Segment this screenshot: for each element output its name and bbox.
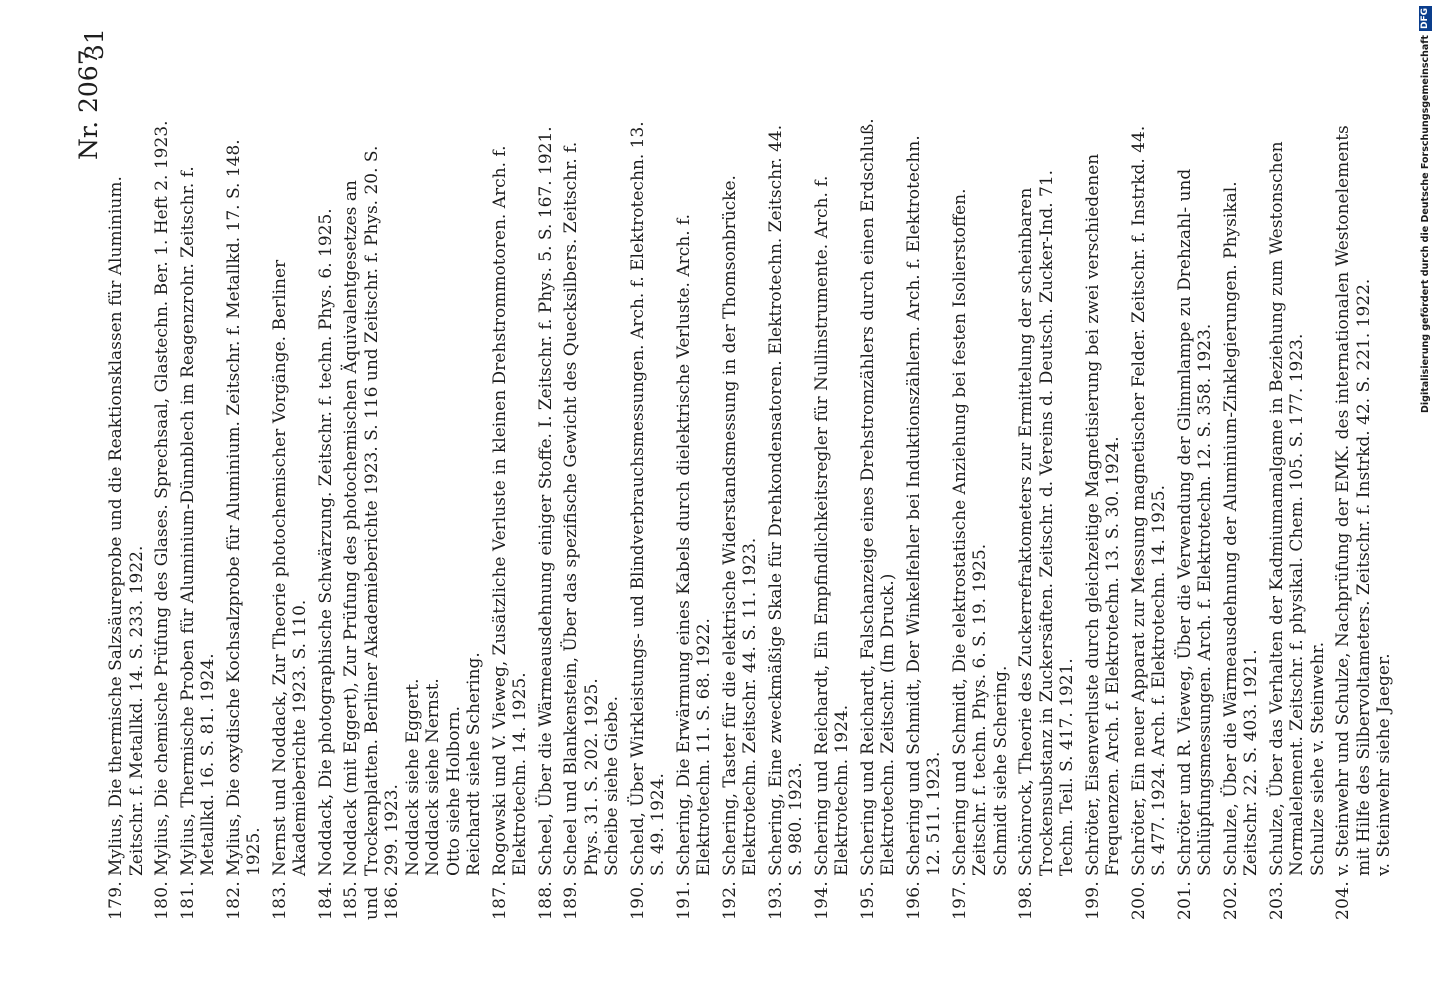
entry-text: Reichardt siehe Schering. (464, 652, 484, 876)
bibliography-entry (1016, 110, 1078, 920)
bibliography-entry (490, 110, 531, 920)
bibliography-entry (1221, 110, 1262, 920)
entry-text: Schröter, Eisenverluste durch gleichzeitige Magnetisierung bei zwei verschiedenen Frequenzen. Arch. f. Elektrotechn. 13. S. 30. 1924. (1082, 153, 1123, 876)
bibliography-entry (1175, 110, 1216, 920)
entry-text: Otto siehe Holborn. (443, 706, 464, 876)
entry-number: 197. (949, 880, 970, 920)
entry-number: 182. (223, 880, 244, 920)
entry-text: v. Steinwehr und Schulze, Nachprüfung der EMK. des internationalen Westonelements mit Hilfe des Silbervoltameters. Zeitschr. f. Instrkd. 42. S. 221. 1922. (1333, 125, 1374, 876)
entry-text: Noddack (mit Eggert), Zur Prüfung des photochemischen Äquivalentgesetzes an Trockenplatten. Berliner Akademieberichte 1923. S. 116 und Zeitschr. f. Phys. 20. S. 299. 1923. (341, 145, 402, 876)
entry-text: Schulze, Über das Verhalten der Kadmiumamalgame in Beziehung zum Westonschen Normalelement. Zeitschr. f. physikal. Chem. 105. S. 177. 1923. (1266, 141, 1307, 876)
entry-number: 198. (1016, 880, 1036, 920)
bibliography-entry (1129, 110, 1170, 920)
dfg-watermark (1416, 6, 1434, 413)
entry-text: Schering und Reichardt, Ein Empfindlichkeitsregler für Nullinstrumente. Arch. f. Elektrotechn. 1924. (811, 175, 852, 876)
entry-text: Schering, Eine zweckmäßige Skale für Drehkondensatoren. Elektrotechn. Zeitschr. 44. S. 980. 1923. (765, 124, 806, 876)
entry-text: Schering und Reichardt, Falschanzeige eines Drehstromzählers durch einen Erdschluß. Elektrotechn. Zeitschr. (Im Druck.) (857, 118, 898, 876)
entry-text: Mylius, Thermische Proben für Aluminium-Dünnblech im Reagenzrohr. Zeitschr. f. Metallkd. 16. S. 81. 1924. (177, 166, 218, 876)
bibliography-entry (1333, 110, 1374, 920)
bibliography-entry (674, 110, 715, 920)
bibliography-entry (270, 110, 311, 920)
bibliography-entry (1083, 110, 1124, 920)
entry-text: Schering, Die Erwärmung eines Kabels durch dielektrische Verluste. Arch. f. Elektrotechn. 11. S. 68. 1922. (673, 213, 714, 876)
entry-text: Scheel und Blankenstein, Über das spezifische Gewicht des Quecksilbers. Zeitschr. f. Phys. 31. S. 202. 1925. (561, 141, 602, 876)
entry-number: 184. (315, 880, 336, 920)
entry-text: Mylius, Die thermische Salzsäureprobe und die Reaktionsklassen für Aluminium. Zeitschr. f. Metallkd. 14. S. 233. 1922. (106, 176, 147, 876)
bibliography-entry (720, 110, 761, 920)
bibliography-entry (1374, 110, 1395, 920)
entry-text: Nernst und Noddack, Zur Theorie photochemischer Vorgänge. Berliner Akademieberichte 1923. S. 110. (269, 259, 310, 876)
entry-number: 194. (811, 880, 832, 920)
bibliography-entry (403, 110, 424, 920)
bibliography-entry (904, 110, 945, 920)
bibliography-entry (106, 110, 147, 920)
entry-number: 196. (903, 880, 924, 920)
entry-number: 187. (489, 880, 510, 920)
bibliography-entry (561, 110, 602, 920)
bibliography-entry (316, 110, 337, 920)
bibliography-entry (1308, 110, 1329, 920)
entry-text: Schulze siehe v. Steinwehr. (1307, 641, 1328, 876)
entry-number: 188. (535, 880, 556, 920)
bibliography-entry (950, 110, 991, 920)
entry-text: Schönrock, Theorie des Zuckerrefraktometers zur Ermittelung der scheinbaren Trockensubstanz in Zuckersäften. Zeitschr. d. Vereins d. Deutsch. Zucker-Ind. 71. Techn. Teil. S. 417. 1921. (1016, 169, 1077, 876)
entry-number: 202. (1220, 880, 1241, 920)
entry-text: Schröter und R. Vieweg, Über die Verwendung der Glimmlampe zu Drehzahl- und Schlüpfungsmessungen. Arch. f. Elektrotechn. 12. S. 358. 1923. (1174, 168, 1215, 876)
bibliography-entry (341, 110, 403, 920)
entry-number: 191. (673, 880, 694, 920)
bibliography-entry (602, 110, 623, 920)
bibliography-entry (464, 110, 485, 920)
entry-number: 193. (765, 880, 786, 920)
entry-number: 179. (106, 880, 126, 920)
page-number: 31 (80, 28, 109, 60)
entry-text: Schering, Taster für die elektrische Widerstandsmessung in der Thomsonbrücke. Elektrotechn. Zeitschr. 44. S. 11. 1923. (719, 175, 760, 876)
entry-text: Schering und Schmidt, Der Winkelfehler bei Induktionszählern. Arch. f. Elektrotechn. 12. 511. 1923. (903, 135, 944, 876)
entry-number: 203. (1266, 880, 1287, 920)
entry-text: Mylius, Die oxydische Kochsalzprobe für Aluminium. Zeitschr. f. Metallkd. 17. S. 148. 1925. (223, 139, 264, 876)
entry-number: 185. und 186. (341, 880, 402, 920)
dfg-logo-icon: DFG (1419, 8, 1430, 30)
entry-text: Noddack siehe Nernst. (423, 678, 443, 876)
watermark-text: Digitalisierung gefördert durch die Deutsche Forschungsgemeinschaft (1419, 35, 1431, 413)
bibliography-entry (536, 110, 557, 920)
entry-text: Schröter, Ein neuer Apparat zur Messung magnetischer Felder. Zeitschr. f. Instrkd. 44. S. 477. 1924. Arch. f. Elektrotechn. 14. 1925. (1128, 125, 1169, 876)
entry-number: 199. (1082, 880, 1103, 920)
entry-number: 192. (719, 880, 740, 920)
bibliography-list (106, 110, 1395, 920)
bibliography-entry (178, 110, 219, 920)
entry-text: Rogowski und V. Vieweg, Zusätzliche Verluste in kleinen Drehstrommotoren. Arch. f. Elektrotechn. 14. 1925. (489, 145, 530, 876)
entry-number: 190. (627, 880, 648, 920)
entry-number: 180. (152, 880, 172, 920)
entry-text: Schering und Schmidt, Die elektrostatische Anziehung bei festen Isolierstoffen. Zeitschr. f. techn. Phys. 6. S. 19. 1925. (949, 188, 990, 876)
bibliography-entry (991, 110, 1012, 920)
bibliography-entry (766, 110, 807, 920)
bibliography-entry (628, 110, 669, 920)
entry-number: 204. (1333, 880, 1353, 920)
bibliography-entry (812, 110, 853, 920)
bibliography-entry (444, 110, 465, 920)
bibliography-entry (858, 110, 899, 920)
entry-number: 183. (269, 880, 290, 920)
entry-text: Schulze, Über die Wärmeausdehnung der Aluminium-Zinklegierungen. Physikal. Zeitschr. 22. S. 403. 1921. (1220, 181, 1261, 876)
entry-text: Noddack, Die photographische Schwärzung. Zeitschr. f. techn. Phys. 6. 1925. (315, 208, 336, 876)
entry-number: 195. (857, 880, 878, 920)
entry-number: 201. (1174, 880, 1195, 920)
entry-text: Noddack siehe Eggert. (402, 678, 423, 876)
entry-text: Mylius, Die chemische Prüfung des Glases. Sprechsaal, Glastechn. Ber. 1. Heft 2. 1923. (152, 120, 172, 876)
entry-number: 181. (177, 880, 198, 920)
entry-number: 189. (561, 880, 581, 920)
entry-text: v. Steinwehr siehe Jaeger. (1374, 653, 1394, 876)
entry-text: Schmidt siehe Schering. (990, 665, 1011, 876)
entry-text: Scheibe siehe Giebe. (602, 695, 622, 876)
entry-text: Scheld, Über Wirkleistungs- und Blindverbrauchsmessungen. Arch. f. Elektrotechn. 13. S. 49. 1924. (627, 121, 668, 876)
entry-number: 200. (1128, 880, 1149, 920)
bibliography-entry (152, 110, 173, 920)
bibliography-entry (224, 110, 265, 920)
bibliography-entry (423, 110, 444, 920)
section-number: Nr. 2067 (74, 49, 103, 160)
bibliography-entry (1267, 110, 1308, 920)
entry-text: Scheel, Über die Wärmeausdehnung einiger Stoffe. I. Zeitschr. f. Phys. 5. S. 167. 1921. (535, 126, 556, 876)
